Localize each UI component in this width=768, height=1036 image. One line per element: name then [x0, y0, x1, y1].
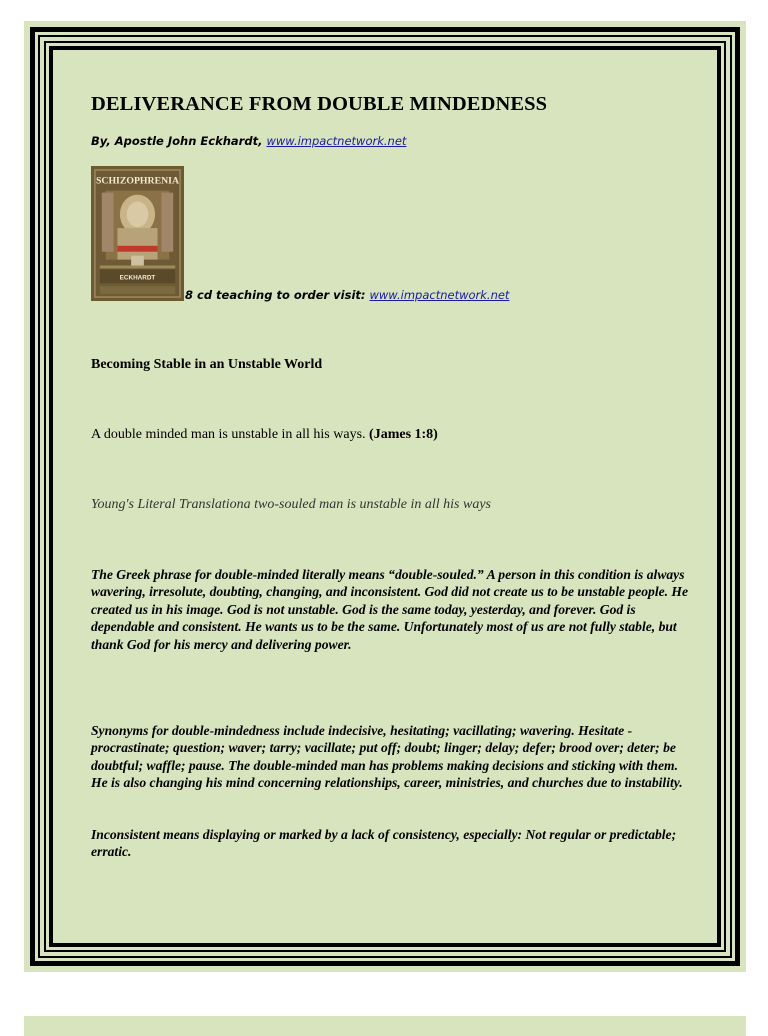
cover-title: SCHIZOPHRENIA [95, 175, 180, 187]
order-link[interactable]: www.impactnetwork.net [369, 288, 510, 302]
book-cover-image [91, 166, 184, 301]
paragraph-greek-meaning: The Greek phrase for double-minded literally means “double-souled.” A person in this condition is always wavering, irresolute, doubting, changing, and inconsistent. God did not create us to be unstable people. He created us in his image. God is not unstable. God is the same today, yesterday, and forever. God is dependable and consistent. He wants us to be the same. Unfortunately most of us are not fully stable, but thank God for his mercy and delivering power. [91, 567, 689, 652]
order-text: 8 cd teaching to order visit: [185, 288, 370, 302]
order-line [185, 288, 509, 302]
paragraph-synonyms: Synonyms for double-mindedness include indecisive, hesitating; vacillating; wavering. Hesitate - procrastinate; question; waver; tarry; vacillate; put off; doubt; linger; delay; defer; brood over; deter; be doubtful; waffle; pause. The double-minded man has problems making decisions and sticking with them. He is also changing his mind concerning relationships, career, ministries, and churches due to instability. [91, 723, 683, 791]
paragraph-inconsistent: Inconsistent means displaying or marked by a lack of consistency, especially: Not regular or predictable; erratic. [91, 827, 677, 860]
ylt-translation: Young's Literal Translationa two-souled man is unstable in all his ways [91, 497, 491, 512]
scripture-verse [91, 427, 438, 443]
byline-author: By, Apostle John Eckhardt, [91, 134, 267, 148]
verse-text: A double minded man is unstable in all his ways. [91, 427, 370, 442]
byline-link[interactable]: www.impactnetwork.net [266, 134, 407, 148]
cover-subtitle: ECKHARDT [119, 274, 156, 282]
section-subheading: Becoming Stable in an Unstable World [91, 357, 323, 372]
document-title: DELIVERANCE FROM DOUBLE MINDEDNESS [91, 93, 548, 115]
document-page [24, 21, 746, 972]
verse-reference: (James 1:8) [369, 427, 438, 442]
next-page-edge [24, 1016, 746, 1036]
cover-artwork [92, 167, 183, 300]
byline [91, 134, 406, 148]
